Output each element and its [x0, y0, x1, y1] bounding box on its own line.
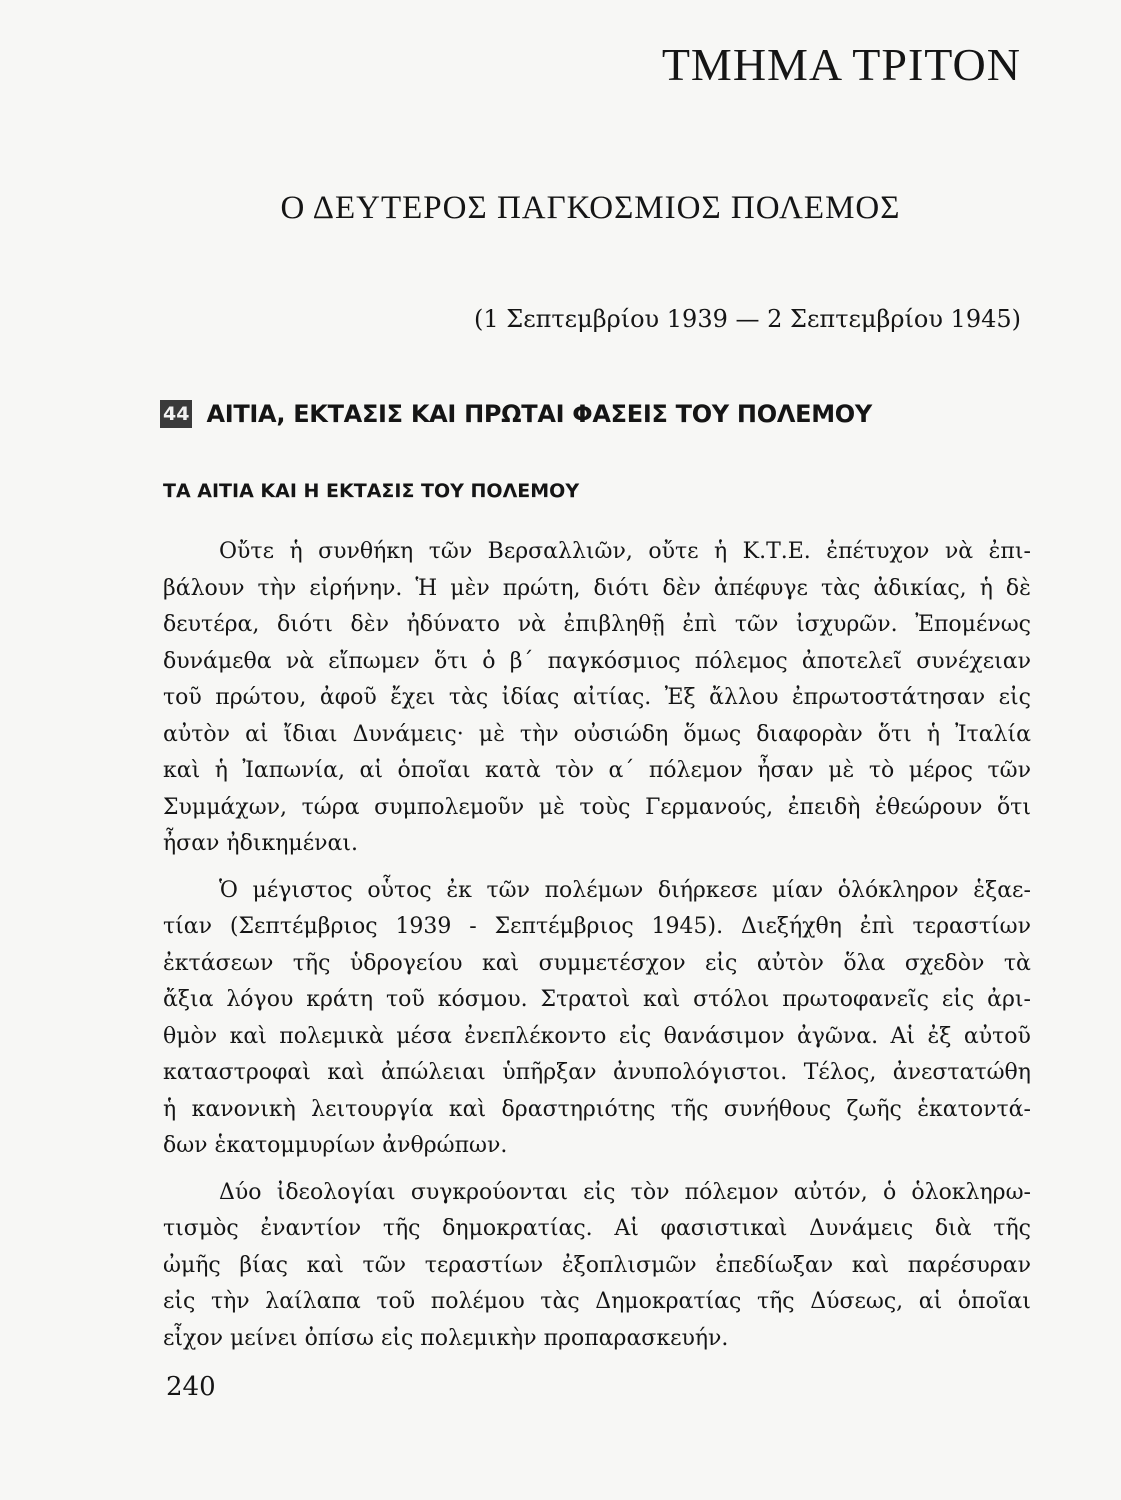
text-line: καταστροφαὶ καὶ ἀπώλειαι ὑπῆρξαν ἀνυπολόγιστοι. Τέλος, ἀνεστατώθη — [163, 1060, 1031, 1085]
text-line: Συμμάχων, τώρα συμπολεμοῦν μὲ τοὺς Γερμανούς, ἐπειδὴ ἐθεώρουν ὅτι — [163, 794, 1031, 820]
text-line: τίαν (Σεπτέμβριος 1939 - Σεπτέμβριος 1945). Διεξήχθη ἐπὶ τεραστίων — [163, 914, 1031, 939]
paragraph — [163, 534, 1031, 863]
paragraph — [163, 1175, 1031, 1358]
chapter-heading — [160, 400, 1025, 428]
text-line: δων ἑκατομμυρίων ἀνθρώπων. — [163, 1133, 508, 1158]
text-line: Οὔτε ἡ συνθήκη τῶν Βερσαλλιῶν, οὔτε ἡ Κ.Τ.Ε. ἐπέτυχον νὰ ἐπι- — [219, 539, 1031, 564]
body-text — [163, 534, 1031, 1367]
text-line: εἰς τὴν λαίλαπα τοῦ πολέμου τὰς Δημοκρατίας τῆς Δύσεως, αἱ ὁποῖαι — [163, 1289, 1031, 1314]
text-line: ἄξια λόγου κράτη τοῦ κόσμου. Στρατοὶ καὶ στόλοι πρωτοφανεῖς εἰς ἀρι- — [163, 987, 1031, 1012]
text-line: δευτέρα, διότι δὲν ἠδύνατο νὰ ἐπιβληθῇ ἐπὶ τῶν ἰσχυρῶν. Ἐπομένως — [163, 612, 1031, 637]
text-line: ἦσαν ἠδικημέναι. — [163, 831, 358, 856]
part-title: ΤΜΗΜΑ ΤΡΙΤΟΝ — [661, 39, 1021, 90]
section-title: ΤΑ ΑΙΤΙΑ ΚΑΙ Η ΕΚΤΑΣΙΣ ΤΟΥ ΠΟΛΕΜΟΥ — [163, 480, 580, 502]
text-line: ἡ κανονικὴ λειτουργία καὶ δραστηριότης τῆς συνήθους ζωῆς ἑκατοντά- — [163, 1096, 1031, 1122]
text-line: βάλουν τὴν εἰρήνην. Ἡ μὲν πρώτη, διότι δὲν ἀπέφυγε τὰς ἀδικίας, ἡ δὲ — [163, 575, 1031, 601]
war-title: Ο ΔΕΥΤΕΡΟΣ ΠΑΓΚΟΣΜΙΟΣ ΠΟΛΕΜΟΣ — [280, 190, 901, 226]
text-line: καὶ ἡ Ἰαπωνία, αἱ ὁποῖαι κατὰ τὸν α΄ πόλεμον ἦσαν μὲ τὸ μέρος τῶν — [163, 758, 1031, 783]
text-line: δυνάμεθα νὰ εἴπωμεν ὅτι ὁ β΄ παγκόσμιος πόλεμος ἀποτελεῖ συνέχειαν — [163, 648, 1031, 674]
text-line: Δύο ἰδεολογίαι συγκρούονται εἰς τὸν πόλεμον αὐτόν, ὁ ὁλοκληρω- — [219, 1179, 1031, 1205]
page-number: 240 — [166, 1372, 216, 1402]
text-line: εἶχον μείνει ὀπίσω εἰς πολεμικὴν προπαρασκευήν. — [163, 1325, 729, 1351]
text-line: αὐτὸν αἱ ἴδιαι Δυνάμεις· μὲ τὴν οὐσιώδη ὅμως διαφορὰν ὅτι ἡ Ἰταλία — [163, 721, 1031, 747]
chapter-title: ΑΙΤΙΑ, ΕΚΤΑΣΙΣ ΚΑΙ ΠΡΩΤΑΙ ΦΑΣΕΙΣ ΤΟΥ ΠΟΛΕΜΟΥ — [206, 400, 872, 428]
war-dates: (1 Σεπτεμβρίου 1939 — 2 Σεπτεμβρίου 1945) — [473, 305, 1021, 333]
text-line: ὠμῆς βίας καὶ τῶν τεραστίων ἐξοπλισμῶν ἐπεδίωξαν καὶ παρέσυραν — [163, 1252, 1031, 1278]
text-line: τοῦ πρώτου, ἀφοῦ ἔχει τὰς ἰδίας αἰτίας. Ἐξ ἄλλου ἐπρωτοστάτησαν εἰς — [163, 685, 1031, 710]
text-line: θμὸν καὶ πολεμικὰ μέσα ἐνεπλέκοντο εἰς θανάσιμον ἀγῶνα. Αἱ ἐξ αὐτοῦ — [163, 1023, 1031, 1049]
paragraph — [163, 873, 1031, 1165]
text-line: Ὁ μέγιστος οὗτος ἐκ τῶν πολέμων διήρκεσε μίαν ὁλόκληρον ἑξαε- — [219, 877, 1031, 903]
chapter-number-badge: 44 — [160, 400, 192, 428]
text-line: ἐκτάσεων τῆς ὑδρογείου καὶ συμμετέσχον εἰς αὐτὸν ὅλα σχεδὸν τὰ — [163, 950, 1031, 976]
text-line: τισμὸς ἐναντίον τῆς δημοκρατίας. Αἱ φασιστικαὶ Δυνάμεις διὰ τῆς — [163, 1216, 1031, 1241]
